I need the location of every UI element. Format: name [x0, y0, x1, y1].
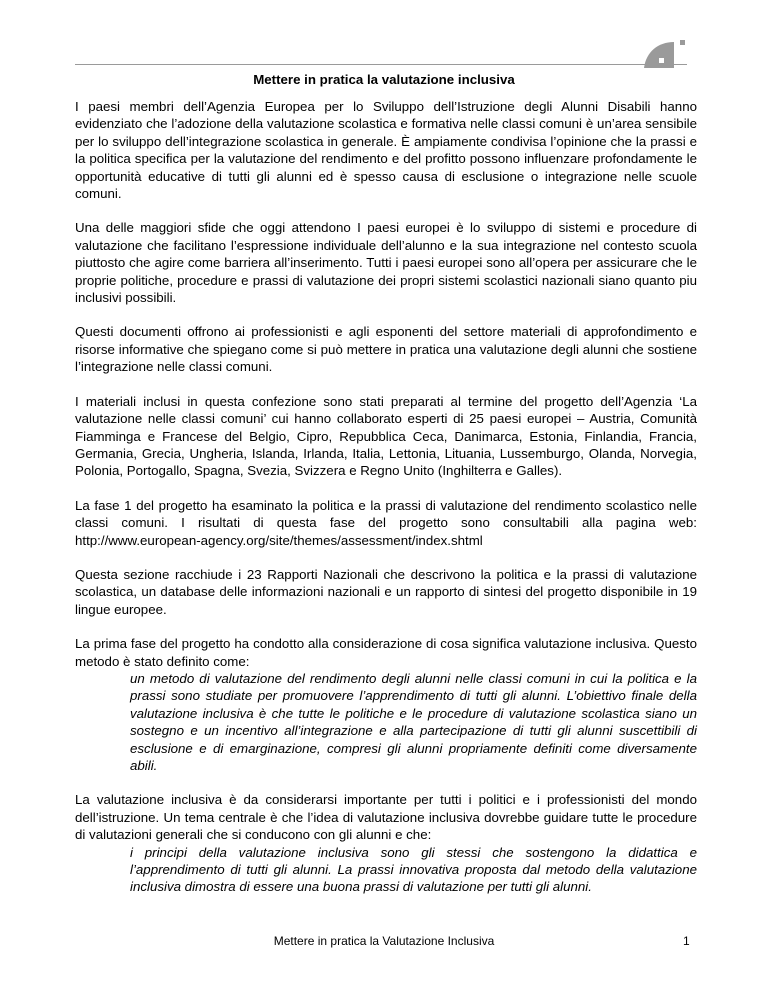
document-body [75, 98, 697, 913]
paragraph: I paesi membri dell’Agenzia Europea per lo Sviluppo dell’Istruzione degli Alunni Disabili hanno evidenziato che l’adozione della valutazione scolastica e formativa nelle classi comuni è un’area sensibile per lo sviluppo dell’integrazione scolastica in generale. È ampiamente condivisa l’opinione che la prassi e la politica specifica per la valutazione del rendimento e del profitto possono influenzare profondamente le opportunità educative di tutti gli alunni ed è spesso causa di esclusione o integrazione nelle scuole comuni. [75, 99, 697, 202]
definition-quote: un metodo di valutazione del rendimento degli alunni nelle classi comuni in cui la politica e la prassi sono studiate per promuovere l’apprendimento di tutti gli alunni. L’obiettivo finale della valutazione inclusiva è che tutte le politiche e le procedure di valutazione scolastica siano un sostegno e un incentivo all’integrazione e alla partecipazione di tutti gli alunni suscettibili di esclusione e di emarginazione, compresi gli alunni propriamente definiti come diversamente abili. [130, 670, 697, 773]
paragraph: La fase 1 del progetto ha esaminato la politica e la prassi di valutazione del rendimento scolastico nelle classi comuni. I risultati di questa fase del progetto sono consultabili alla pagina web: http://www.european-agency.org/site/themes/assessment/index.shtml [75, 497, 697, 548]
header-divider [75, 64, 687, 65]
paragraph: I materiali inclusi in questa confezione sono stati preparati al termine del progetto dell’Agenzia ‘La valutazione nelle classi comuni’ cui hanno collaborato esperti di 25 paesi europei – Austria, Comunità Fiamminga e Francese del Belgio, Cipro, Repubblica Ceca, Danimarca, Estonia, Finlandia, Francia, Germania, Grecia, Ungheria, Islanda, Irlanda, Italia, Lettonia, Lituania, Lussemburgo, Olanda, Norvegia, Polonia, Portogallo, Spagna, Svezia, Svizzera e Regno Unito (Inghilterra e Galles). [75, 393, 697, 479]
agency-logo-icon [644, 38, 690, 68]
principles-quote: i principi della valutazione inclusiva sono gli stessi che sostengono la didattica e l’apprendimento di tutti gli alunni. La prassi innovativa proposta dal metodo della valutazione inclusiva dimostra di essere una buona prassi di valutazione per tutti gli alunni. [130, 844, 697, 895]
paragraph: Questi documenti offrono ai professionisti e agli esponenti del settore materiali di approfondimento e risorse informative che spiegano come si può mettere in pratica una valutazione degli alunni che sostiene l’integrazione nelle classi comuni. [75, 324, 697, 375]
paragraph: Questa sezione racchiude i 23 Rapporti Nazionali che descrivono la politica e la prassi di valutazione scolastica, un database delle informazioni nazionali e un rapporto di sintesi del progetto disponibile in 19 lingue europee. [75, 566, 697, 617]
paragraph: La prima fase del progetto ha condotto alla considerazione di cosa significa valutazione inclusiva. Questo metodo è stato definito come: [75, 636, 697, 669]
footer-title: Mettere in pratica la Valutazione Inclusiva [273, 934, 495, 948]
paragraph: Una delle maggiori sfide che oggi attendono I paesi europei è lo sviluppo di sistemi e procedure di valutazione che facilitano l’espressione individuale dell’alunno e la sua integrazione nel contesto scuola piuttosto che agire come barriera all’inserimento. Tutti i paesi europei sono all’opera per assicurare che le proprie politiche, procedure e prassi di valutazione dei propri sistemi scolastici nazionali siano quanto piu inclusivi possibili. [75, 220, 697, 306]
document-title: Mettere in pratica la valutazione inclusiva [253, 72, 515, 87]
paragraph: La valutazione inclusiva è da considerarsi importante per tutti i politici e i professionisti del mondo dell’istruzione. Un tema centrale è che l’idea di valutazione inclusiva dovrebbe guidare tutte le procedure di valutazioni generali che si conducono con gli alunni e che: [75, 792, 697, 843]
page-number: 1 [683, 934, 690, 948]
